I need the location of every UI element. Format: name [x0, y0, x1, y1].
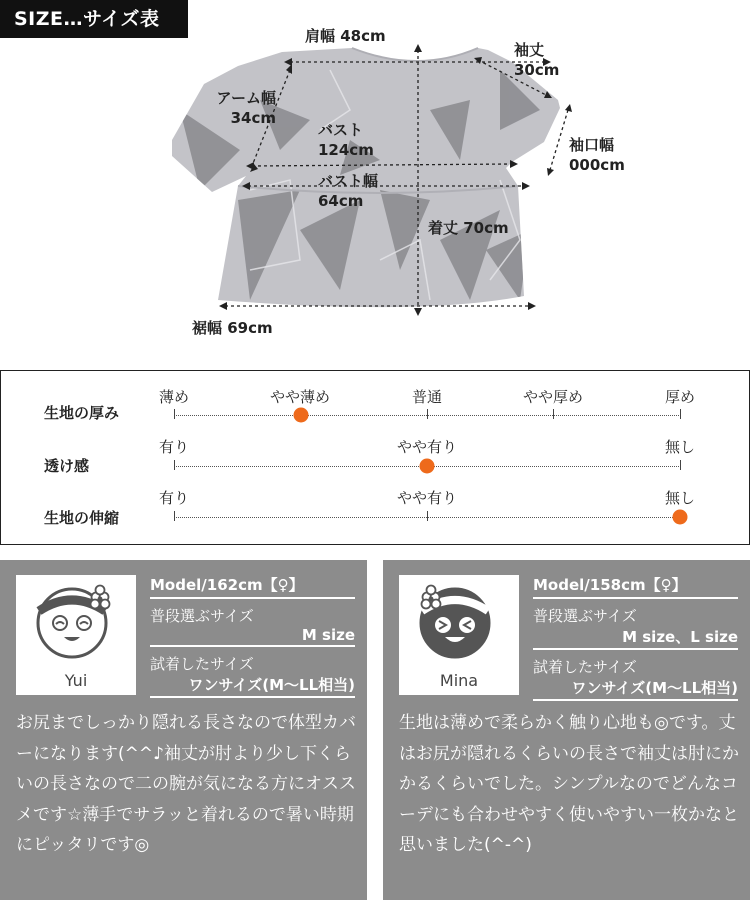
usual-size-label: 普段選ぶサイズ [533, 607, 637, 625]
thickness-tick-3: 普通 [411, 388, 443, 406]
stretch-indicator [673, 510, 688, 525]
stretch-label: 生地の伸縮 [44, 509, 120, 527]
usual-size-value: M size [150, 626, 355, 647]
stretch-tick-mark [174, 511, 175, 521]
fabric-characteristics [0, 370, 750, 545]
thickness-tick-1: 薄め [158, 388, 190, 406]
thickness-tick-mark [680, 409, 681, 419]
avatar [399, 575, 519, 695]
stretch-tick-2: やや有り [396, 489, 458, 507]
transparency-tick-1: 有り [158, 438, 190, 456]
sleeve-length-label: 袖丈 30cm [514, 41, 560, 79]
thickness-label: 生地の厚み [44, 404, 120, 422]
hem-width-label: 裾幅 69cm [192, 319, 273, 337]
usual-size-value: M size、L size [533, 626, 738, 650]
model-title: Model/158cm【♀】 [533, 574, 738, 599]
model-info [150, 574, 355, 698]
thickness-tick-4: やや厚め [522, 388, 584, 406]
model-name: Mina [439, 671, 479, 690]
transparency-label: 透け感 [44, 457, 90, 475]
model-comment: 生地は薄めで柔らかく触り心地も◎です。丈はお尻が隠れるくらいの長さで袖丈は肘にかかるくらいでした。シンプルなのでどんなコーデにも合わせやすく使いやすい一枚かなと思いました(^-^) [399, 713, 739, 855]
armhole-width-label: アーム幅 34cm [216, 89, 276, 127]
stretch-tick-mark [427, 511, 428, 521]
tried-size-value: ワンサイズ(M〜LL相当) [150, 674, 355, 698]
size-chart-tag: SIZE…サイズ表 [0, 0, 188, 38]
transparency-tick-mark [680, 460, 681, 470]
thickness-tick-2: やや薄め [269, 388, 331, 406]
transparency-indicator [420, 459, 435, 474]
thickness-tick-mark [174, 409, 175, 419]
thickness-tick-mark [553, 409, 554, 419]
model-name: Yui [64, 671, 88, 690]
tried-size-value: ワンサイズ(M〜LL相当) [533, 677, 738, 701]
bust-label: バスト 124cm [318, 121, 374, 159]
model-card-yui [0, 560, 367, 900]
model-comment: お尻までしっかり隠れる長さなので体型カバーになります(^^♪袖丈が肘より少し下くらいの長さなので二の腕が気になる方にオススメです☆薄手でサラッと着れるので暑い時期にピッタリです◎ [16, 713, 356, 855]
stretch-tick-3: 無し [664, 489, 696, 507]
model-title: Model/162cm【♀】 [150, 574, 355, 599]
transparency-tick-2: やや有り [396, 438, 458, 456]
tried-size-label: 試着したサイズ [533, 658, 637, 676]
shoulder-width-label: 肩幅 48cm [305, 27, 386, 45]
cuff-width-label: 袖口幅 000cm [569, 136, 625, 174]
tried-size-label: 試着したサイズ [150, 655, 254, 673]
transparency-tick-3: 無し [664, 438, 696, 456]
stretch-tick-1: 有り [158, 489, 190, 507]
avatar [16, 575, 136, 695]
usual-size-label: 普段選ぶサイズ [150, 607, 254, 625]
model-card-mina [383, 560, 750, 900]
thickness-indicator [293, 408, 308, 423]
transparency-tick-mark [174, 460, 175, 470]
length-label: 着丈 70cm [428, 219, 509, 237]
thickness-tick-5: 厚め [664, 388, 696, 406]
bust-width-label: バスト幅 64cm [318, 172, 379, 210]
model-info [533, 574, 738, 701]
size-chart [0, 0, 750, 350]
thickness-tick-mark [427, 409, 428, 419]
